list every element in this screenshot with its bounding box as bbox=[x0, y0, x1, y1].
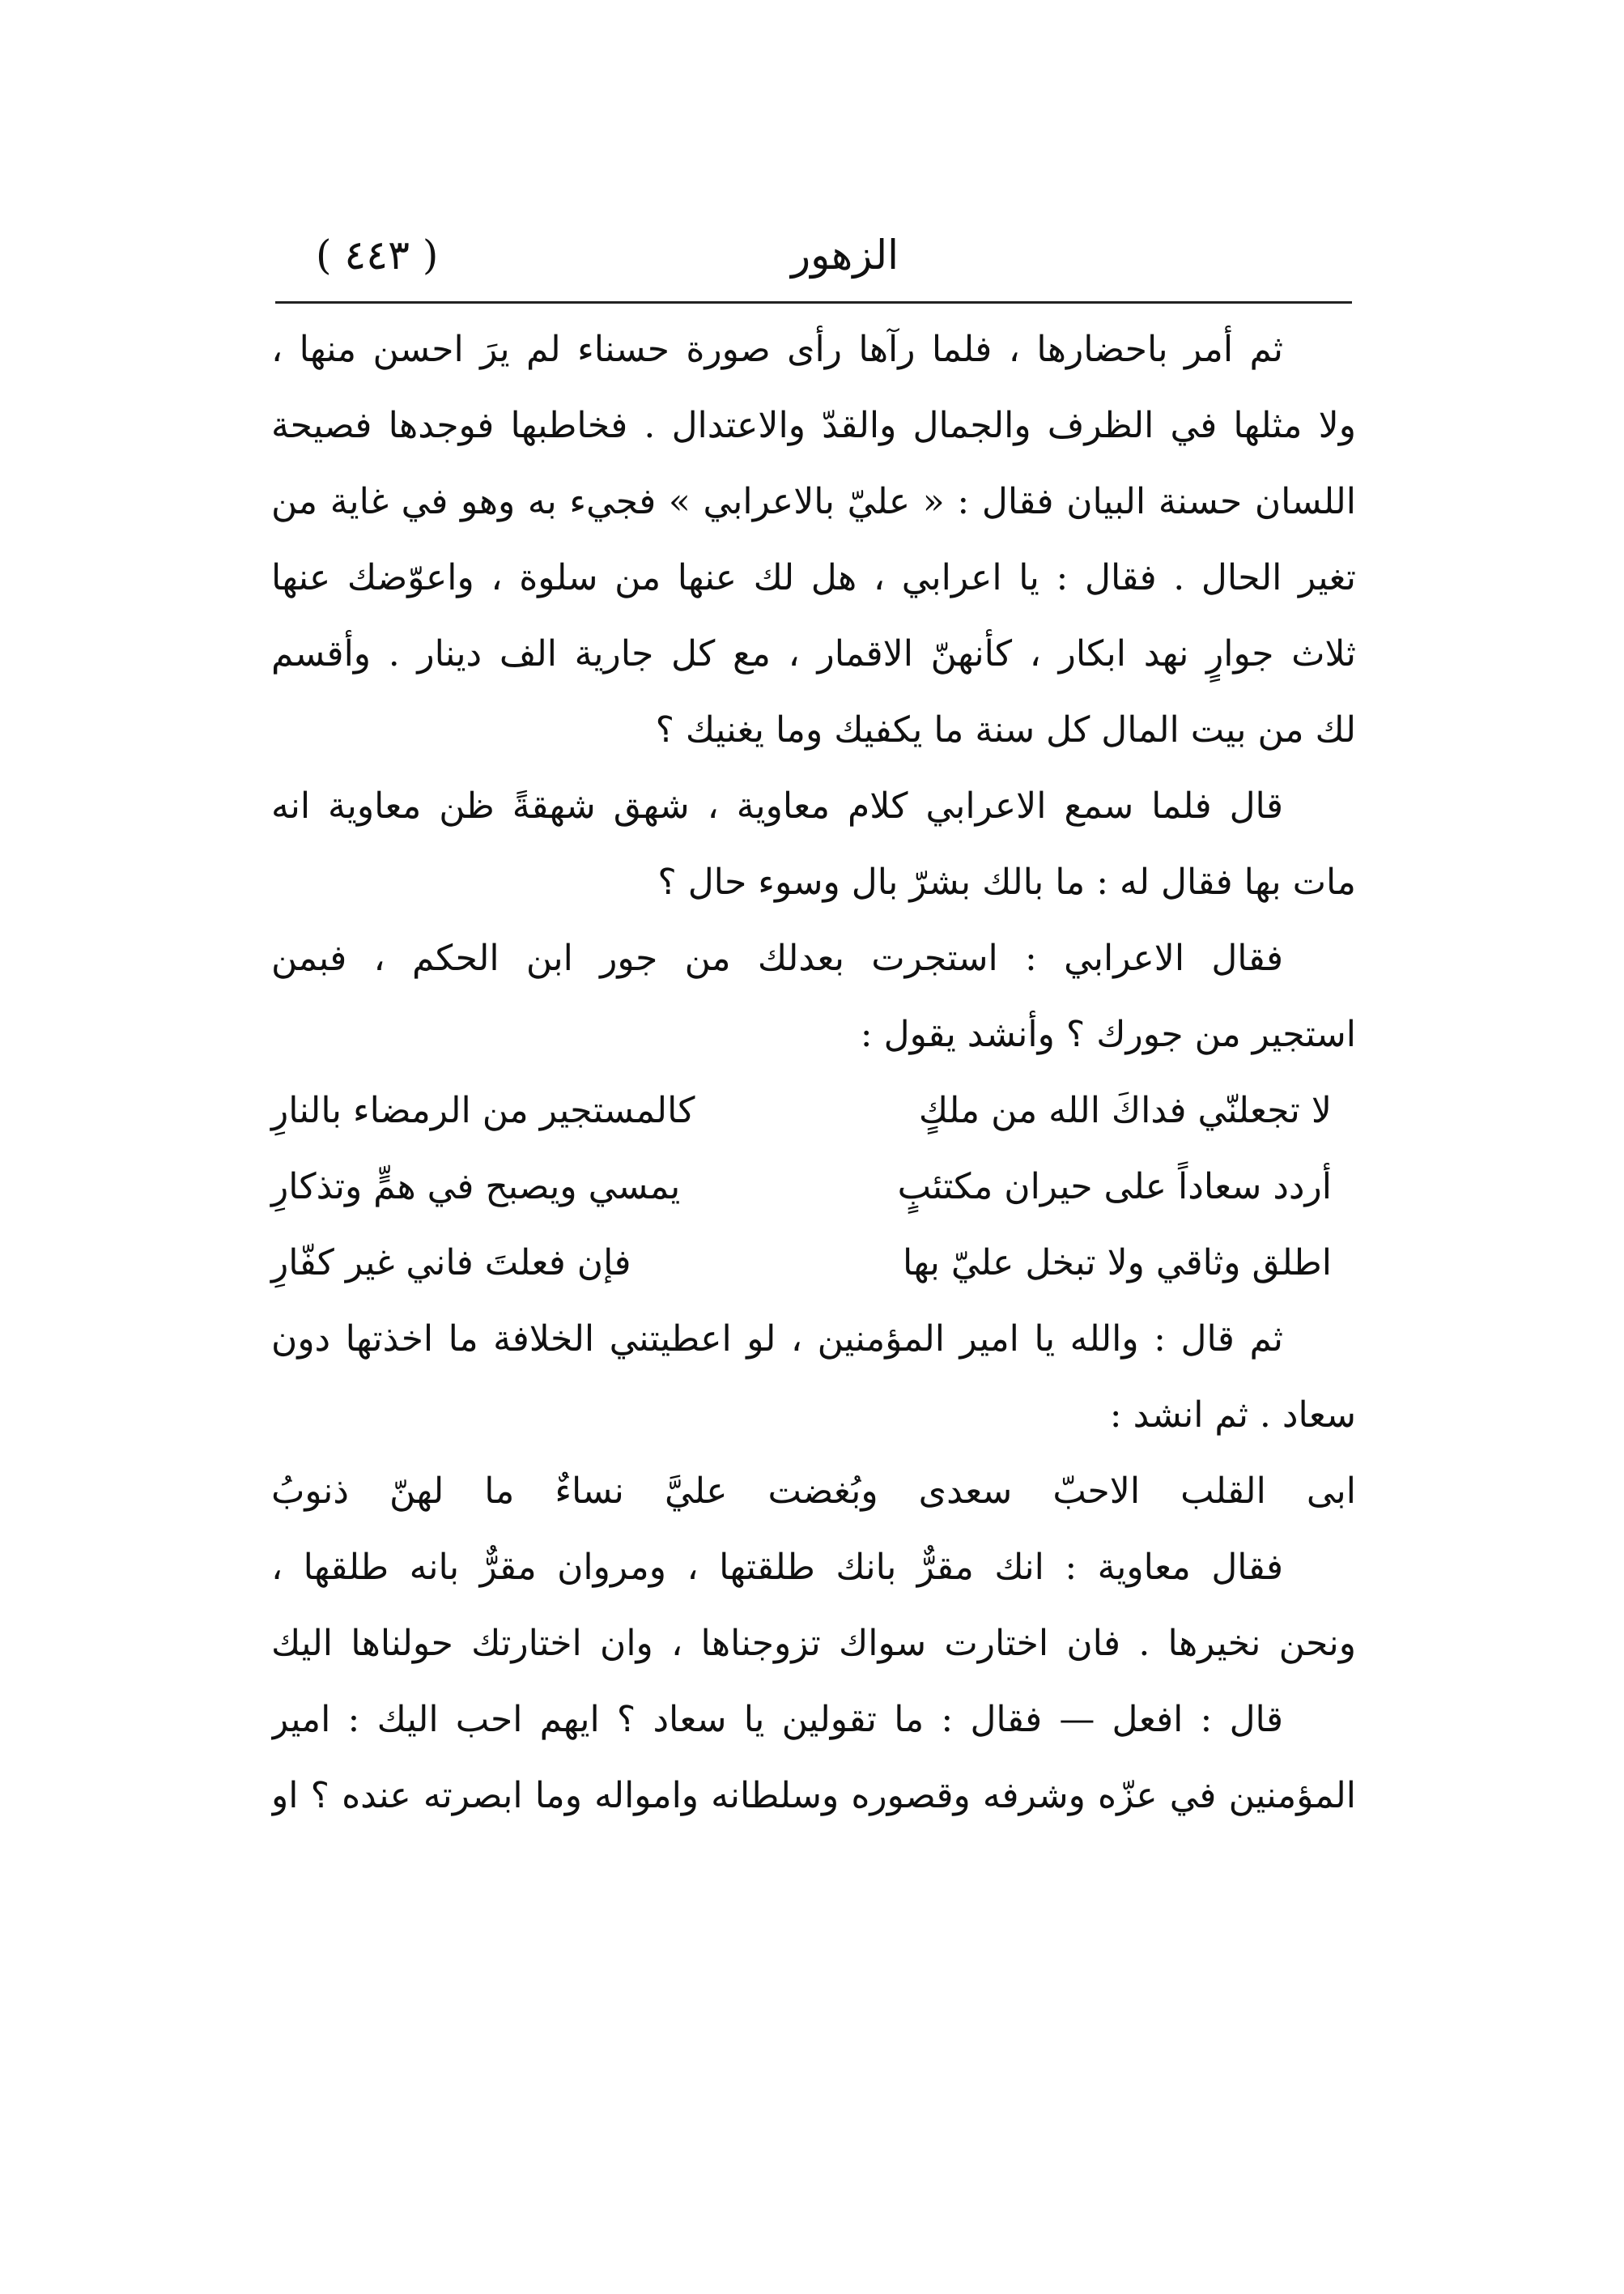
text-line: ثم أمر باحضارها ، فلما رآها رأى صورة حسناء لم يرَ احسن منها ، bbox=[271, 329, 1283, 370]
page-header bbox=[267, 219, 1352, 300]
verse-second-hemistich: كالمستجير من الرمضاء بالنارِ bbox=[271, 1090, 695, 1131]
text-line: استجير من جورك ؟ وأنشد يقول : bbox=[860, 1014, 1356, 1055]
text-line: مات بها فقال له : ما بالك بشرّ بال وسوء حال ؟ bbox=[657, 862, 1356, 903]
running-title: الزهور bbox=[790, 232, 899, 279]
text-line: قال فلما سمع الاعرابي كلام معاوية ، شهق شهقةً ظن معاوية انه bbox=[271, 785, 1283, 827]
verse-first-hemistich: لا تجعلنّي فداكَ الله من ملكٍ bbox=[918, 1090, 1332, 1131]
header-rule bbox=[275, 301, 1352, 304]
page-number: ( ٤٤٣ ) bbox=[316, 232, 439, 279]
text-line: قال : افعل — فقال : ما تقولين يا سعاد ؟ ايهم احب اليك : امير bbox=[271, 1699, 1283, 1740]
poem-verse bbox=[271, 1073, 1356, 1149]
verse-second-hemistich: يمسي ويصبح في همٍّ وتذكارِ bbox=[271, 1166, 681, 1207]
text-line: ثلاث جوارٍ نهد ابكار ، كأنهنّ الاقمار ، مع كل جارية الف دينار . وأقسم bbox=[271, 633, 1356, 675]
poem-verse-single: ابى القلب الاحبّ سعدى وبُغضت عليَّ نساءٌ ما لهنّ ذنوبُ bbox=[271, 1470, 1356, 1512]
text-line: المؤمنين في عزّه وشرفه وقصوره وسلطانه وامواله وما ابصرته عنده ؟ او bbox=[271, 1775, 1356, 1816]
text-line: سعاد . ثم انشد : bbox=[1109, 1394, 1356, 1436]
poem-verse bbox=[271, 1225, 1356, 1301]
text-line: لك من بيت المال كل سنة ما يكفيك وما يغنيك ؟ bbox=[655, 709, 1356, 751]
text-line: فقال الاعرابي : استجرت بعدلك من جور ابن الحكم ، فبمن bbox=[271, 938, 1283, 979]
text-line: ثم قال : والله يا امير المؤمنين ، لو اعطيتني الخلافة ما اخذتها دون bbox=[271, 1318, 1283, 1360]
verse-first-hemistich: اطلق وثاقي ولا تبخل عليّ بها bbox=[902, 1242, 1332, 1283]
poem-verse bbox=[271, 1149, 1356, 1225]
text-line: اللسان حسنة البيان فقال : « عليّ بالاعرابي » فجيء به وهو في غاية من bbox=[271, 481, 1356, 522]
verse-second-hemistich: فإن فعلتَ فاني غير كفّارِ bbox=[271, 1242, 631, 1283]
text-line: فقال معاوية : انك مقرٌّ بانك طلقتها ، ومروان مقرٌّ بانه طلقها ، bbox=[271, 1547, 1283, 1588]
text-line: تغير الحال . فقال : يا اعرابي ، هل لك عنها من سلوة ، واعوّضك عنها bbox=[271, 557, 1356, 598]
text-line: ولا مثلها في الظرف والجمال والقدّ والاعتدال . فخاطبها فوجدها فصيحة bbox=[271, 405, 1356, 446]
text-line: ونحن نخيرها . فان اختارت سواك تزوجناها ، وان اختارتك حولناها اليك bbox=[271, 1623, 1356, 1664]
verse-first-hemistich: أردد سعاداً على حيران مكتئبٍ bbox=[897, 1166, 1332, 1207]
body-text bbox=[271, 312, 1356, 1834]
